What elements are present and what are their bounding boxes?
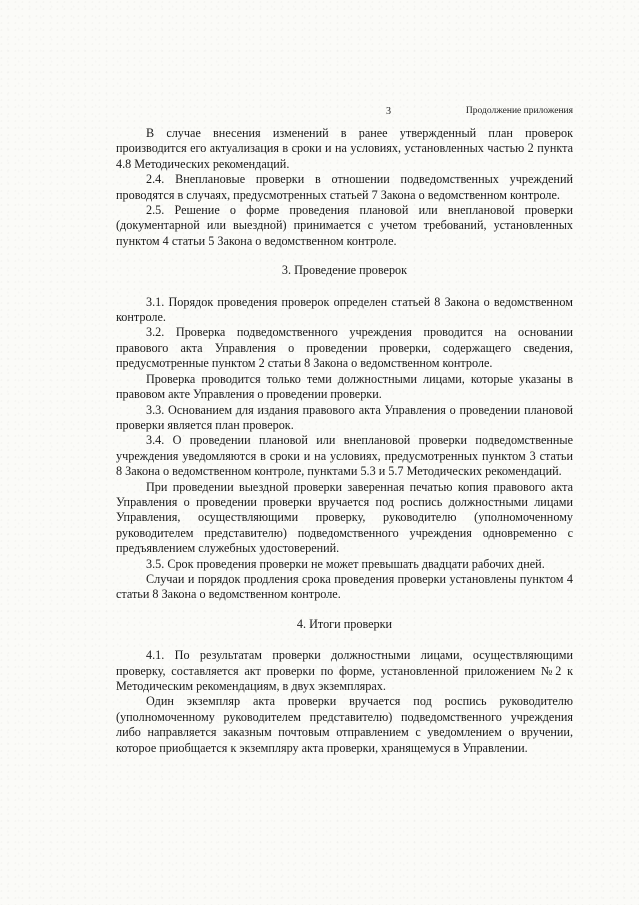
- paragraph: Случаи и порядок продления срока проведения проверки установлены пунктом 4 статьи 8 Закона о ведомственном контроле.: [116, 571, 573, 602]
- paragraph: 2.4. Внеплановые проверки в отношении подведомственных учреждений проводятся в случаях, предусмотренных статьей 7 Закона о ведомственном контроле.: [116, 172, 573, 202]
- section-3-title: 3. Проведение проверок: [281, 263, 408, 278]
- paragraph: 3.4. О проведении плановой или внеплановой проверки подведомственные учреждения уведомляются в сроки и на условиях, предусмотренных пунктом 3 статьи 8 Закона о ведомственном контроле, пунктами 5.3 и 5.7 Методических рекомендаций.: [116, 433, 573, 479]
- page-number: 3: [386, 106, 391, 117]
- paragraph: Один экземпляр акта проверки вручается под роспись руководителю (уполномоченному руководителем представителю) подведомственного учреждения либо направляется заказным почтовым отправлением с уведомлением о вручении, которое приобщается к экземпляру акта проверки, хранящемуся в Управлении.: [116, 694, 573, 755]
- paragraph: 4.1. По результатам проверки должностными лицами, осуществляющими проверку, составляется акт проверки по форме, установленной приложением №2 к Методическим рекомендациям, в двух экземплярах.: [116, 648, 573, 693]
- document-body: [116, 126, 573, 756]
- paragraph: 3.1. Порядок проведения проверок определен статьей 8 Закона о ведомственном контроле.: [116, 294, 573, 325]
- paragraph: 2.5. Решение о форме проведения плановой или внеплановой проверки (документарной или выездной) принимается с учетом требований, установленных пунктом 4 статьи 5 Закона о ведомственном контроле.: [116, 203, 573, 248]
- paragraph: 3.5. Срок проведения проверки не может превышать двадцати рабочих дней.: [146, 556, 545, 571]
- continuation-label: Продолжение приложения: [465, 106, 573, 116]
- paragraph: Проверка проводится только теми должностными лицами, которые указаны в правовом акте Управления о проведении проверки.: [116, 371, 573, 402]
- paragraph: В случае внесения изменений в ранее утвержденный план проверок производится его актуализация в сроки и на условиях, установленных частью 2 пункта 4.8 Методических рекомендаций.: [116, 126, 573, 171]
- paragraph: При проведении выездной проверки заверенная печатью копия правового акта Управления о проведении проверки вручается под роспись должностными лицами Управления, осуществляющими проверку, руководителю (уполномоченному руководителем представителю) подведомственного учреждения одновременно с предъявлением служебных удостоверений.: [116, 479, 573, 556]
- page-header: [116, 106, 573, 120]
- paragraph: 3.3. Основанием для издания правового акта Управления о проведении плановой проверки является план проверок.: [116, 402, 573, 432]
- paragraph: 3.2. Проверка подведомственного учреждения проводится на основании правового акта Управления о проведении проверки, содержащего сведения, предусмотренные пунктом 2 статьи 8 Закона о ведомственном контроле.: [116, 325, 573, 371]
- section-4-title: 4. Итоги проверки: [296, 616, 393, 631]
